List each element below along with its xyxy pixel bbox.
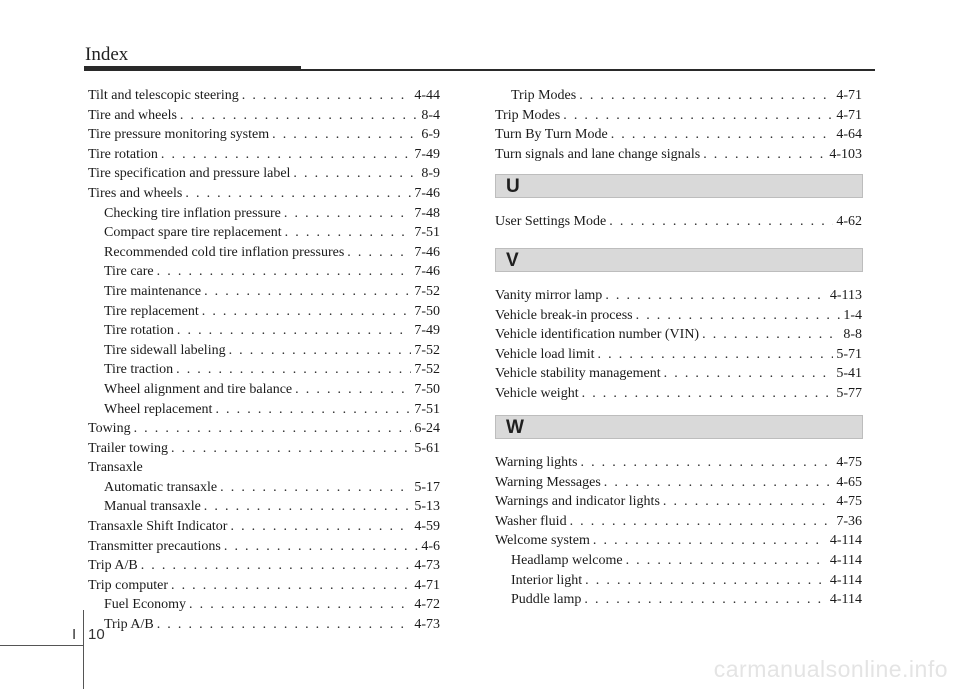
entry-page-ref: 4-71 [836,88,862,103]
dot-leader [177,321,411,341]
index-entry [88,576,440,596]
entry-page-ref: 4-73 [414,558,440,574]
entry-page-ref: 4-72 [414,597,440,613]
index-entry [88,419,440,439]
index-entry [495,345,862,365]
index-entry [88,243,440,263]
entry-page-ref: 4-114 [829,572,862,588]
dot-leader [204,497,412,517]
entry-label: Tire care [104,264,154,280]
entry-label: Tire pressure monitoring system [88,127,270,143]
entry-page-ref: 5-77 [836,385,862,401]
entry-page-ref: 7-51 [414,401,440,417]
entry-label: Puddle lamp [511,592,582,608]
entry-page-ref: 4-59 [414,519,440,535]
footer-section-letter: I [72,626,77,643]
dot-leader [609,212,833,232]
entry-page-ref: 7-52 [414,342,440,358]
entry-page-ref: 4-75 [836,455,862,470]
dot-leader [663,492,833,512]
entry-page-ref: 5-61 [414,440,440,456]
entry-label: Recommended cold tire inflation pressures [104,244,345,260]
entry-label: Tire sidewall labeling [104,342,226,358]
entry-page-ref: 7-36 [836,513,862,529]
entry-label: Vanity mirror lamp [495,288,603,303]
index-entry [495,286,862,306]
index-entry [495,145,862,165]
dot-leader [134,419,412,439]
entry-label: Warning Messages [495,474,601,490]
entry-label: Wheel replacement [104,401,213,417]
index-column-left [88,86,440,635]
dot-leader [180,106,418,126]
index-entry [88,184,440,204]
dot-leader [598,345,834,365]
section-bar-v [495,248,863,272]
header-rule-thick [84,66,301,71]
entry-label: Tire rotation [104,323,174,339]
entry-page-ref: 5-17 [414,479,440,495]
entry-page-ref: 4-62 [836,214,862,229]
entry-label: Transmitter precautions [88,538,221,554]
section-v-entries [495,286,862,404]
dot-leader [347,243,411,263]
index-entry [88,204,440,224]
entry-page-ref: 4-64 [836,127,862,143]
page-title: Index [85,44,129,65]
dot-leader [293,164,418,184]
index-entry [88,380,440,400]
index-entry [495,453,862,473]
entry-label: Vehicle stability management [495,366,661,382]
index-entry [88,106,440,126]
index-entry [495,590,862,610]
entry-page-ref: 4-114 [829,533,862,549]
entry-label: Trailer towing [88,440,168,456]
entry-page-ref: 7-51 [414,225,440,241]
dot-leader [220,478,411,498]
index-entry [88,400,440,420]
section-w-entries [495,453,862,610]
entry-label: Interior light [511,572,583,588]
entry-page-ref: 7-49 [414,323,440,339]
entry-label: Vehicle identification number (VIN) [495,327,700,343]
entry-label: Warning lights [495,455,578,470]
index-entry [88,262,440,282]
entry-label: Trip computer [88,577,168,593]
entry-label: Vehicle break-in process [495,307,633,323]
dot-leader [285,223,412,243]
index-entry [88,517,440,537]
entry-page-ref: 5-71 [836,346,862,362]
dot-leader [202,302,412,322]
entry-label: Trip A/B [104,617,154,633]
index-entry [495,551,862,571]
entry-label: Tires and wheels [88,185,183,201]
index-entry [495,531,862,551]
index-entry [88,537,440,557]
index-entry [88,595,440,615]
entry-label: Tire rotation [88,146,158,162]
entry-page-ref: 7-46 [414,244,440,260]
entry-page-ref: 7-46 [414,185,440,201]
entry-page-ref: 4-114 [829,592,862,608]
index-entry [88,341,440,361]
index-entry [495,571,862,591]
entry-label: Fuel Economy [104,597,187,613]
index-entry [495,306,862,326]
dot-leader [215,400,411,420]
entry-label: Manual transaxle [104,499,201,515]
entry-page-ref: 7-52 [414,283,440,299]
index-entry [88,556,440,576]
index-entry [88,86,440,106]
entry-label: Turn By Turn Mode [495,127,608,143]
entry-page-ref: 4-44 [414,88,440,103]
index-entry [495,473,862,493]
index-entry [88,615,440,635]
entry-label: Towing [88,421,131,437]
dot-leader [703,145,826,165]
index-entry [88,223,440,243]
entry-page-ref: 7-50 [414,303,440,319]
entry-label: Automatic transaxle [104,479,218,495]
entry-page-ref: 7-50 [414,381,440,397]
dot-leader [563,106,833,126]
entry-page-ref: 7-49 [414,146,440,162]
dot-leader [171,576,411,596]
dot-leader [141,556,412,576]
section-letter-w: W [506,417,524,438]
dot-leader [284,204,411,224]
section-bar-u [495,174,863,198]
dot-leader [204,282,411,302]
entry-label: Trip Modes [495,107,561,123]
index-entry [495,325,862,345]
dot-leader [157,615,412,635]
index-entry [88,145,440,165]
entry-label: Transaxle Shift Indicator [88,519,228,535]
entry-label: Tilt and telescopic steering [88,88,239,103]
entry-page-ref: 4-75 [836,494,862,510]
entry-label: Welcome system [495,533,590,549]
entry-label: Tire specification and pressure label [88,166,291,182]
entry-label: Headlamp welcome [511,552,623,568]
entry-page-ref: 8-4 [421,107,440,123]
index-entry [88,164,440,184]
entry-page-ref: 4-71 [414,577,440,593]
entry-label: Trip A/B [88,558,138,574]
dot-leader [664,364,834,384]
dot-leader [584,590,826,610]
entry-page-ref: 4-6 [421,538,440,554]
dot-leader [157,262,412,282]
index-column-right-top [495,86,862,164]
entry-page-ref: 7-46 [414,264,440,280]
entry-page-ref: 5-41 [836,366,862,382]
section-u-entries [495,212,862,232]
entry-page-ref: 4-113 [829,288,862,303]
index-entry [495,492,862,512]
dot-leader [580,453,833,473]
footer-vertical-rule [83,610,84,689]
index-entry [88,360,440,380]
entry-label: User Settings Mode [495,214,607,229]
entry-label: Vehicle load limit [495,346,595,362]
entry-label: Tire maintenance [104,283,202,299]
dot-leader [176,360,411,380]
index-entry [88,478,440,498]
entry-page-ref: 8-9 [421,166,440,182]
footer-page-number: 10 [88,626,105,643]
entry-page-ref: 1-4 [843,307,862,323]
dot-leader [611,125,834,145]
entry-page-ref: 4-73 [414,617,440,633]
entry-page-ref: 4-65 [836,474,862,490]
entry-label: Compact spare tire replacement [104,225,282,241]
entry-label: Tire traction [104,362,174,378]
watermark: carmanualsonline.info [713,656,948,682]
entry-label: Wheel alignment and tire balance [104,381,293,397]
entry-page-ref: 4-103 [829,146,862,162]
index-entry [88,497,440,517]
dot-leader [229,341,412,361]
dot-leader [626,551,827,571]
dot-leader [185,184,411,204]
index-entry [495,512,862,532]
footer-horizontal-rule [0,645,84,646]
dot-leader [242,86,412,106]
entry-label: Tire replacement [104,303,199,319]
dot-leader [636,306,841,326]
dot-leader [593,531,827,551]
dot-leader [171,439,411,459]
section-letter-v: V [506,250,519,271]
dot-leader [189,595,411,615]
index-entry [88,125,440,145]
index-entry [495,364,862,384]
entry-page-ref: 4-114 [829,552,862,568]
dot-leader [272,125,418,145]
index-entry [495,86,862,106]
index-entry [88,439,440,459]
dot-leader [702,325,840,345]
entry-label: Washer fluid [495,513,567,529]
index-entry [495,384,862,404]
dot-leader [605,286,827,306]
dot-leader [585,571,827,591]
header-rule-thin [301,69,875,71]
index-entry [88,321,440,341]
entry-label: Transaxle [88,460,143,476]
entry-label: Vehicle weight [495,385,579,401]
entry-page-ref: 6-24 [414,421,440,437]
dot-leader [570,512,834,532]
entry-page-ref: 7-48 [414,205,440,221]
index-entry [495,125,862,145]
entry-label: Turn signals and lane change signals [495,146,701,162]
entry-label: Tire and wheels [88,107,177,123]
index-entry [88,302,440,322]
section-bar-w [495,415,863,439]
dot-leader [295,380,411,400]
entry-page-ref: 6-9 [421,127,440,143]
dot-leader [604,473,834,493]
entry-page-ref: 5-13 [414,499,440,515]
dot-leader [224,537,418,557]
entry-label: Checking tire inflation pressure [104,205,281,221]
dot-leader [161,145,411,165]
entry-label: Trip Modes [511,88,577,103]
index-entry [495,212,862,232]
index-entry [88,282,440,302]
dot-leader [230,517,411,537]
index-entry [495,106,862,126]
section-letter-u: U [506,176,520,197]
entry-label: Warnings and indicator lights [495,494,660,510]
entry-page-ref: 7-52 [414,362,440,378]
index-entry [88,458,440,478]
dot-leader [579,86,833,106]
entry-page-ref: 8-8 [843,327,862,343]
entry-page-ref: 4-71 [836,107,862,123]
dot-leader [582,384,834,404]
